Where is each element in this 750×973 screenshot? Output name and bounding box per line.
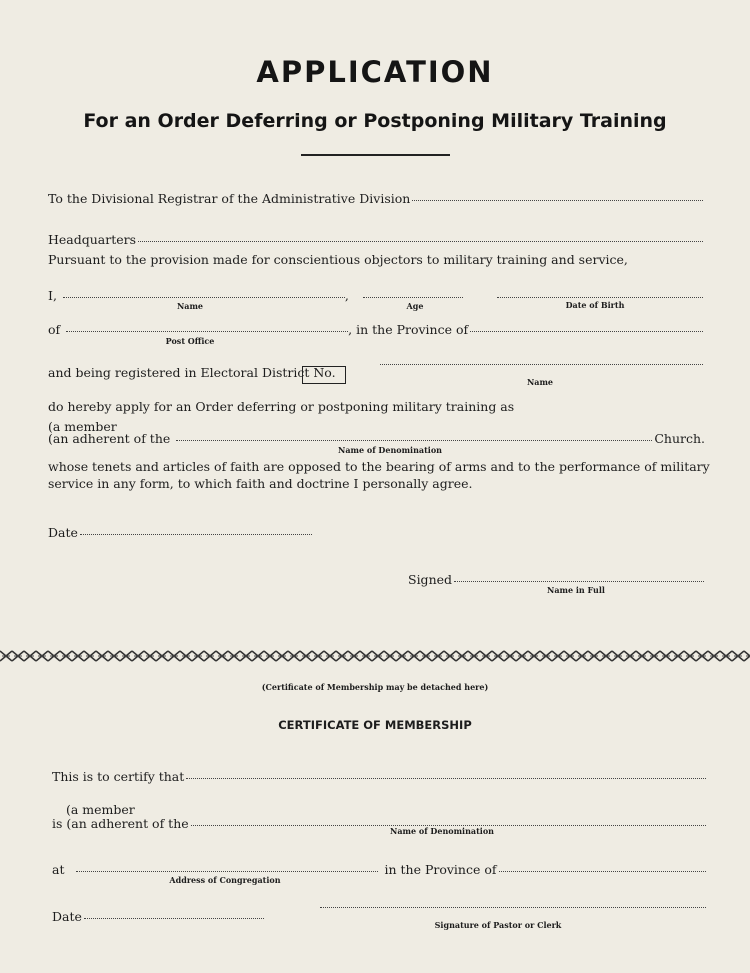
headquarters-field[interactable]	[138, 241, 703, 242]
member-line: (a member	[48, 419, 117, 434]
caption-name: Name	[176, 301, 204, 311]
electoral-line	[48, 365, 336, 380]
cert-date-field[interactable]	[84, 918, 264, 919]
church-label: Church.	[654, 431, 705, 446]
caption-age: Age	[406, 301, 424, 311]
caption-congregation: Address of Congregation	[169, 875, 281, 885]
applicant-line: I, ,	[48, 288, 705, 303]
cert-adherent-line	[52, 816, 708, 831]
registrar-field[interactable]	[412, 200, 703, 201]
electoral-name-line	[378, 366, 705, 367]
form-subtitle: For an Order Deferring or Postponing Military Training	[83, 110, 667, 132]
cert-province-field[interactable]	[499, 871, 707, 872]
caption-name-2: Name	[526, 377, 554, 387]
pursuant-text: Pursuant to the provision made for conscientious objectors to military training and service,	[48, 252, 628, 267]
province-label: , in the Province of	[348, 322, 469, 337]
certify-name-field[interactable]	[186, 778, 706, 779]
tenets-text: whose tenets and articles of faith are opposed to the bearing of arms and to the performance of military service in any form, to which faith and doctrine I personally agree.	[48, 459, 710, 491]
adherent-label: (an adherent of the	[48, 431, 171, 446]
district-number-box[interactable]	[302, 366, 346, 384]
cert-date-line	[52, 909, 266, 924]
congregation-field[interactable]	[76, 871, 378, 872]
cert-province-label: in the Province of	[384, 862, 497, 877]
caption-post-office: Post Office	[165, 336, 215, 346]
post-office-line	[48, 322, 705, 337]
date-field[interactable]	[80, 534, 312, 535]
caption-dob: Date of Birth	[565, 300, 625, 310]
age-field[interactable]	[363, 297, 463, 298]
signature-field[interactable]	[454, 581, 704, 582]
province-field[interactable]	[470, 331, 703, 332]
at-label: at	[52, 862, 65, 877]
apply-text: do hereby apply for an Order deferring or postponing military training as	[48, 399, 515, 414]
electoral-text: and being registered in Electoral District No.	[48, 365, 336, 380]
cert-member-line: (a member	[66, 802, 135, 817]
cert-adherent-label: is (an adherent of the	[52, 816, 189, 831]
pastor-signature-line	[318, 909, 708, 910]
perforation-border[interactable]	[0, 648, 750, 664]
headquarters-line	[48, 232, 705, 247]
caption-denomination: Name of Denomination	[338, 445, 442, 455]
certify-line	[52, 769, 708, 784]
of-label: of	[48, 322, 61, 337]
cert-date-label: Date	[52, 909, 82, 924]
certificate-heading: CERTIFICATE OF MEMBERSHIP	[278, 718, 472, 732]
post-office-field[interactable]	[66, 331, 348, 332]
headquarters-label: Headquarters	[48, 232, 137, 247]
caption-signature: Signature of Pastor or Clerk	[434, 920, 562, 930]
dob-field[interactable]	[497, 297, 703, 298]
registrar-label: To the Divisional Registrar of the Administrative Division	[48, 191, 411, 206]
signed-label: Signed	[408, 572, 453, 587]
denomination-field[interactable]	[176, 440, 652, 441]
form-title: APPLICATION	[256, 55, 494, 89]
adherent-line	[48, 431, 705, 446]
pastor-signature-field[interactable]	[320, 907, 706, 908]
date-label: Date	[48, 525, 78, 540]
title-rule	[301, 154, 450, 156]
registrar-line	[48, 191, 705, 206]
certify-label: This is to certify that	[52, 769, 185, 784]
i-label: I,	[48, 288, 57, 303]
caption-denomination-2: Name of Denomination	[390, 826, 494, 836]
date-line	[48, 525, 314, 540]
congregation-line	[52, 862, 708, 877]
electoral-name-field[interactable]	[380, 364, 703, 365]
name-field[interactable]	[63, 297, 345, 298]
detach-note: (Certificate of Membership may be detached here)	[261, 682, 489, 692]
caption-name-full: Name in Full	[547, 585, 605, 595]
